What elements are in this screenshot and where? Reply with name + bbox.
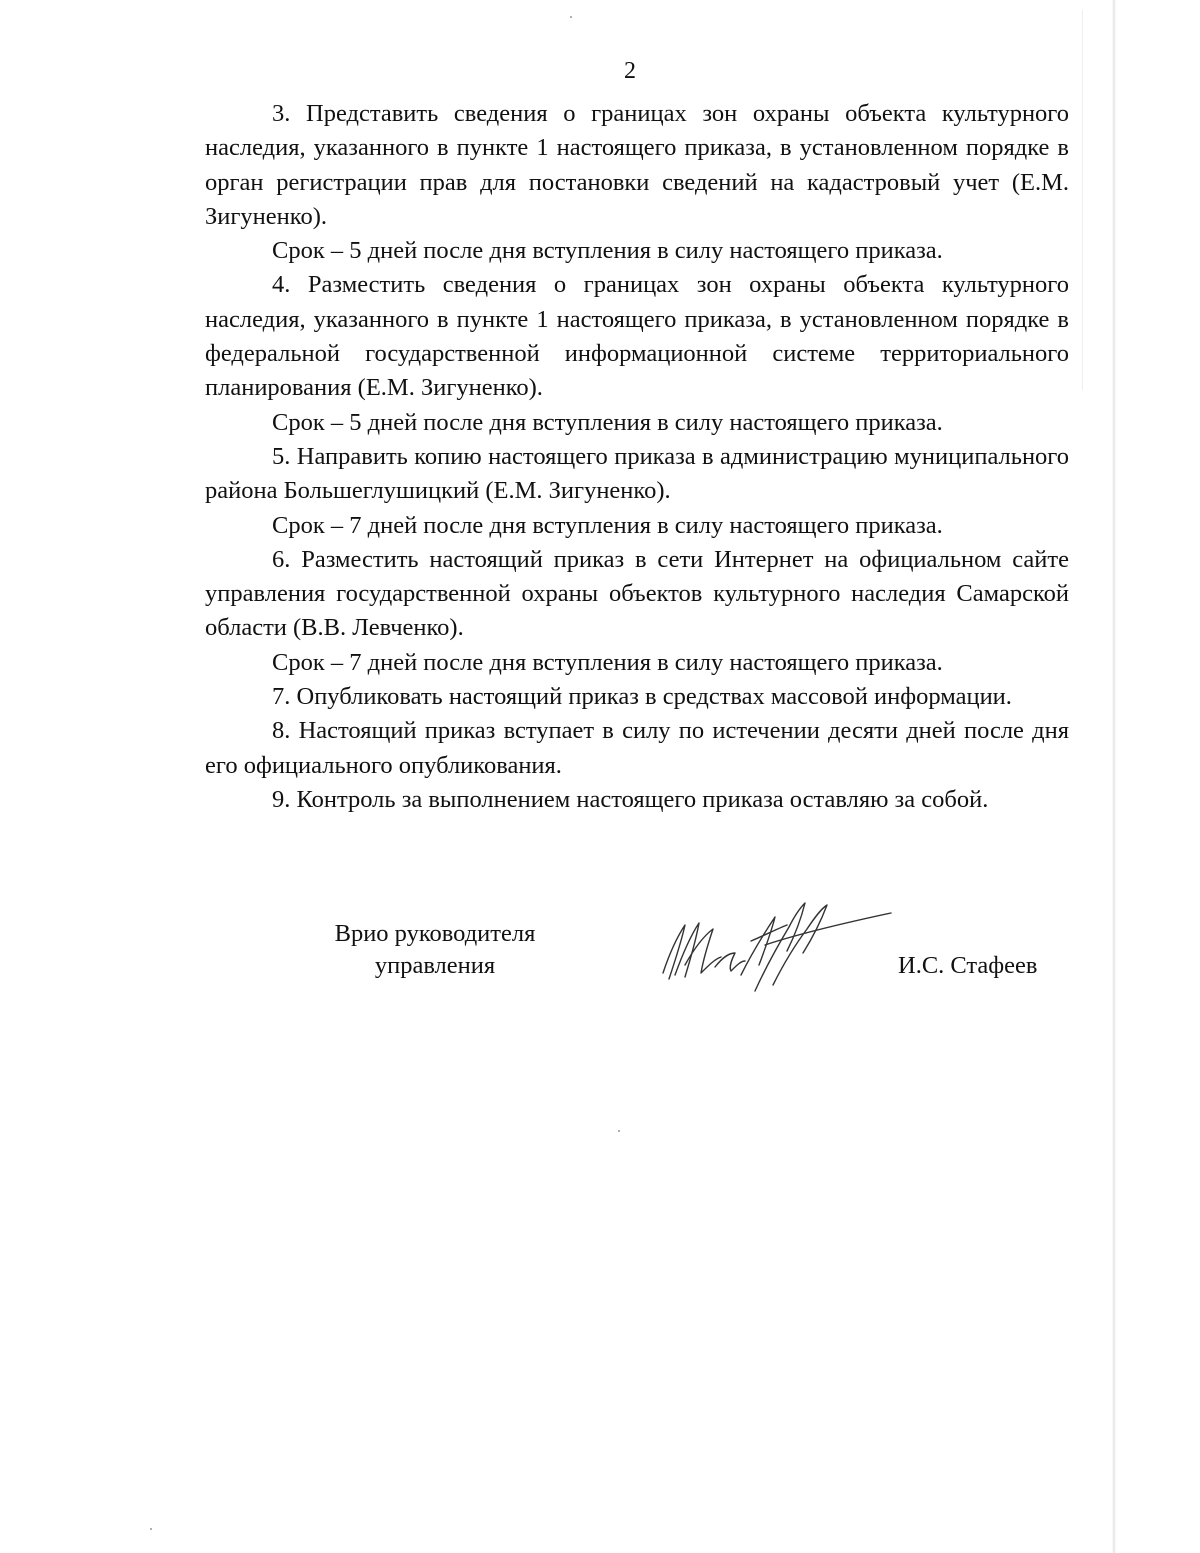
handwritten-signature (655, 895, 895, 995)
scan-speck (570, 16, 572, 18)
paragraph-item-4: 4. Разместить сведения о границах зон охраны объекта культурного наследия, указанного в пункте 1 настоящего приказа, в установленном порядке в федеральной государственной информационной системе территориального планирования (Е.М. Зигуненко). (205, 271, 1069, 402)
position-line-1: Врио руководителя (334, 920, 536, 947)
deadline-item-4: Срок – 5 дней после дня вступления в силу настоящего приказа. (272, 408, 943, 436)
signatory-position (300, 918, 570, 982)
paragraph-item-5: 5. Направить копию настоящего приказа в администрацию муниципального района Большеглушицкий (Е.М. Зигуненко). (205, 442, 1069, 505)
document-body (205, 97, 1069, 817)
deadline-item-3: Срок – 5 дней после дня вступления в силу настоящего приказа. (272, 237, 943, 265)
deadline-item-5: Срок – 7 дней после дня вступления в силу настоящего приказа. (272, 511, 943, 539)
scan-speck (150, 1528, 152, 1530)
paragraph-item-6: 6. Разместить настоящий приказ в сети Интернет на официальном сайте управления государственной охраны объектов культурного наследия Самарской области (В.В. Левченко). (205, 545, 1069, 642)
paragraph-item-7: 7. Опубликовать настоящий приказ в средствах массовой информации. (272, 683, 1012, 711)
position-line-2: управления (374, 952, 496, 979)
page-number: 2 (624, 58, 636, 84)
paragraph-item-8: 8. Настоящий приказ вступает в силу по истечении десяти дней после дня его официального опубликования. (205, 717, 1069, 779)
paragraph-item-3: 3. Представить сведения о границах зон охраны объекта культурного наследия, указанного в пункте 1 настоящего приказа, в установленном порядке в орган регистрации прав для постановки сведений на кадастровый учет (Е.М. Зигуненко). (205, 100, 1069, 230)
signatory-name: И.С. Стафеев (898, 952, 1038, 979)
scan-edge-shadow (1112, 0, 1116, 1553)
paragraph-item-9: 9. Контроль за выполнением настоящего приказа оставляю за собой. (272, 785, 989, 813)
scan-speck (618, 1130, 620, 1132)
deadline-item-6: Срок – 7 дней после дня вступления в силу настоящего приказа. (272, 648, 943, 676)
